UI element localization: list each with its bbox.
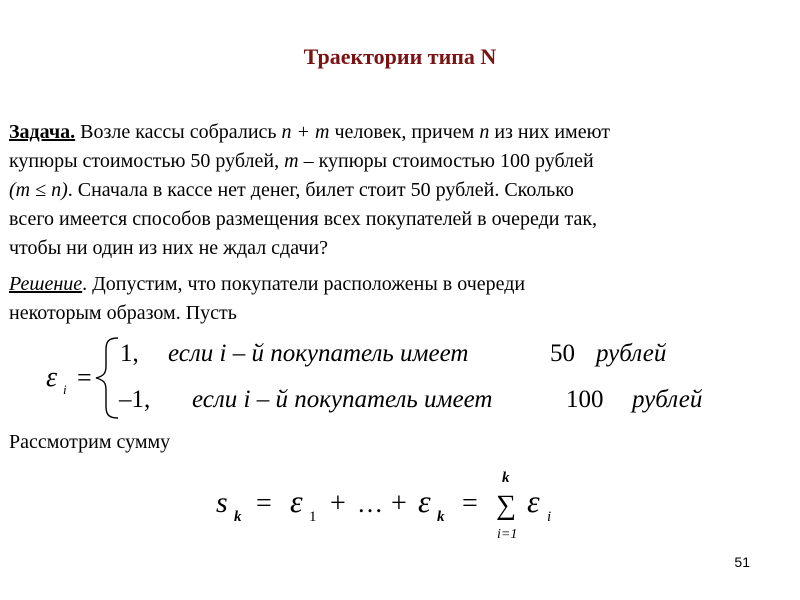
sum-epsilon-k: ε [418,483,431,519]
sum-s-subscript: k [234,509,242,525]
task-line-5: чтобы ни один из них не ждал сдачи? [9,237,328,259]
sigma-icon: ∑ [496,490,516,521]
case2-condition: если i – й покупатель имеет [192,386,493,413]
task-text: из них имеют [489,121,610,143]
case1-value: 1, [120,340,139,367]
task-paragraph [9,118,779,263]
math-condition: (m ≤ n) [9,179,68,201]
case1-amount: 50 [550,340,575,367]
task-label: Задача. [9,121,76,143]
sigma-lower-limit: i=1 [497,527,518,542]
task-text: купюры стоимостью 50 рублей, [9,150,285,172]
solution-paragraph [9,270,779,328]
case2-amount: 100 [566,386,604,413]
slide-title: Траектории типа N [303,44,497,69]
sum-epsilon-i: ε [527,483,540,519]
formula-epsilon-symbol: ε [46,362,58,393]
case2-value: –1, [119,386,151,413]
solution-text: . Допустим, что покупатели расположены в очереди [82,273,526,295]
case1-unit: рублей [596,340,667,367]
sum-s-symbol: s [216,486,228,519]
math-m: m [284,150,299,172]
consider-line: Рассмотрим сумму [9,431,171,453]
task-line-4: всего имеется способов размещения всех покупателей в очереди так, [9,208,598,230]
case1-condition: если i – й покупатель имеет [168,340,469,367]
math-n-plus-m: n + m [281,121,330,143]
sum-formula [0,466,800,556]
sum-epsilon-k-subscript: k [437,509,445,525]
formula-epsilon-subscript: i [63,382,67,397]
curly-brace-icon [96,338,118,418]
sum-plus-1: + [330,488,346,519]
sum-equals-2: = [462,488,478,519]
sum-epsilon-i-subscript: i [547,509,552,525]
task-text: . Сначала в кассе нет денег, билет стоит 50 рублей. Сколько [67,179,574,201]
math-n: n [479,121,490,143]
task-line-1 [9,118,779,147]
formula-equals: = [77,363,92,392]
page-number: 51 [734,554,750,570]
sum-ellipsis: … [357,489,383,518]
task-text: человек, причем [329,121,480,143]
epsilon-definition-formula [0,332,800,422]
solution-line-1 [9,270,779,299]
sum-equals-1: = [256,488,272,519]
task-text: Возле кассы собрались [75,121,282,143]
sum-epsilon-1-subscript: 1 [309,509,317,525]
solution-line-2: некоторым образом. Пусть [9,302,237,324]
solution-label: Решение [9,273,83,295]
sum-epsilon-1: ε [290,483,303,519]
task-line-3 [9,176,779,205]
task-line-2 [9,147,779,176]
task-text: – купюры стоимостью 100 рублей [298,150,594,172]
sum-plus-2: + [391,488,407,519]
sigma-upper-limit: k [502,470,510,486]
case2-unit: рублей [632,386,703,413]
